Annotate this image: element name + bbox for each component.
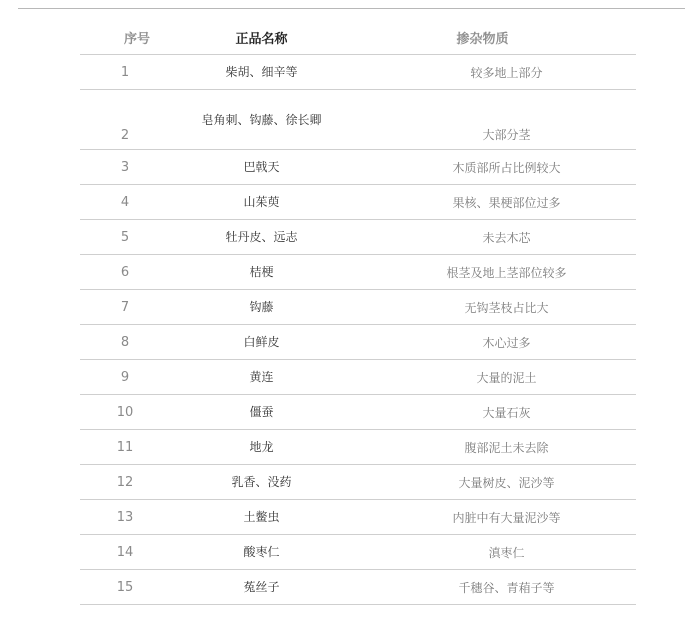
adulterant-cell: 果核、果梗部位过多 — [329, 185, 636, 220]
adulterant-cell: 木质部所占比例较大 — [329, 150, 636, 185]
row-number: 12 — [80, 465, 194, 500]
genuine-name-text: 地龙 — [249, 440, 274, 454]
adulterant-cell: 滇枣仁 — [329, 535, 636, 570]
row-number: 1 — [80, 55, 194, 90]
row-number: 14 — [80, 535, 194, 570]
genuine-name-cell — [194, 570, 329, 605]
table-row — [80, 395, 636, 430]
adulterant-cell: 无钩茎枝占比大 — [329, 290, 636, 325]
genuine-name-cell — [194, 150, 329, 185]
adulterant-cell: 内脏中有大量泥沙等 — [329, 500, 636, 535]
top-divider — [18, 8, 685, 9]
adulterant-cell: 大量树皮、泥沙等 — [329, 465, 636, 500]
adulterant-cell: 大部分茎 — [329, 90, 636, 150]
genuine-name-text: 僵蚕 — [249, 405, 274, 419]
table-row — [80, 90, 636, 150]
adulterant-cell: 未去木芯 — [329, 220, 636, 255]
adulterant-cell: 较多地上部分 — [329, 55, 636, 90]
row-number: 5 — [80, 220, 194, 255]
genuine-name-cell — [194, 535, 329, 570]
table-row — [80, 255, 636, 290]
table-row — [80, 430, 636, 465]
adulterant-cell: 千穗谷、青葙子等 — [329, 570, 636, 605]
genuine-name-text: 黄连 — [249, 370, 274, 384]
genuine-name-cell — [194, 430, 329, 465]
row-number: 7 — [80, 290, 194, 325]
genuine-name-cell — [194, 500, 329, 535]
adulterant-cell: 大量石灰 — [329, 395, 636, 430]
table-header-row — [80, 21, 636, 55]
genuine-name-text: 乳香、没药 — [231, 475, 292, 489]
genuine-name-text: 山茱萸 — [243, 195, 280, 209]
genuine-name-cell — [194, 290, 329, 325]
genuine-name-cell — [194, 255, 329, 290]
genuine-name-cell — [194, 185, 329, 220]
genuine-name-text: 土鳖虫 — [243, 510, 280, 524]
genuine-name-text: 菟丝子 — [243, 580, 280, 594]
genuine-name-cell — [194, 395, 329, 430]
genuine-name-text: 酸枣仁 — [243, 545, 280, 559]
adulterant-table — [80, 21, 636, 605]
adulterant-cell: 腹部泥土未去除 — [329, 430, 636, 465]
table-row — [80, 290, 636, 325]
genuine-name-cell — [194, 325, 329, 360]
genuine-name-text: 钩藤 — [249, 300, 274, 314]
table-row — [80, 360, 636, 395]
row-number: 8 — [80, 325, 194, 360]
table-row — [80, 220, 636, 255]
adulterant-cell: 大量的泥土 — [329, 360, 636, 395]
genuine-name-text: 牡丹皮、远志 — [225, 230, 298, 244]
table-body — [80, 55, 636, 605]
row-number: 13 — [80, 500, 194, 535]
header-number: 序号 — [80, 21, 194, 55]
genuine-name-text: 桔梗 — [249, 265, 274, 279]
row-number: 6 — [80, 255, 194, 290]
table-row — [80, 535, 636, 570]
row-number: 11 — [80, 430, 194, 465]
adulterant-cell: 木心过多 — [329, 325, 636, 360]
table-row — [80, 465, 636, 500]
genuine-name-text: 柴胡、细辛等 — [225, 65, 298, 79]
genuine-name-cell — [194, 220, 329, 255]
row-number: 10 — [80, 395, 194, 430]
header-genuine-name: 正品名称 — [194, 21, 329, 55]
table-row — [80, 55, 636, 90]
table-row — [80, 325, 636, 360]
genuine-name-cell — [194, 465, 329, 500]
row-number: 3 — [80, 150, 194, 185]
table-row — [80, 570, 636, 605]
row-number: 4 — [80, 185, 194, 220]
row-number: 2 — [80, 90, 194, 150]
header-adulterant: 掺杂物质 — [329, 21, 636, 55]
genuine-name-text: 皂角刺、钩藤、徐长卿 — [201, 112, 322, 127]
table-row — [80, 500, 636, 535]
adulterant-cell: 根茎及地上茎部位较多 — [329, 255, 636, 290]
genuine-name-cell — [194, 90, 329, 150]
table-row — [80, 185, 636, 220]
genuine-name-cell — [194, 360, 329, 395]
row-number: 15 — [80, 570, 194, 605]
row-number: 9 — [80, 360, 194, 395]
table-row — [80, 150, 636, 185]
genuine-name-text: 白鲜皮 — [243, 335, 280, 349]
genuine-name-text: 巴戟天 — [243, 160, 280, 174]
genuine-name-cell — [194, 55, 329, 90]
